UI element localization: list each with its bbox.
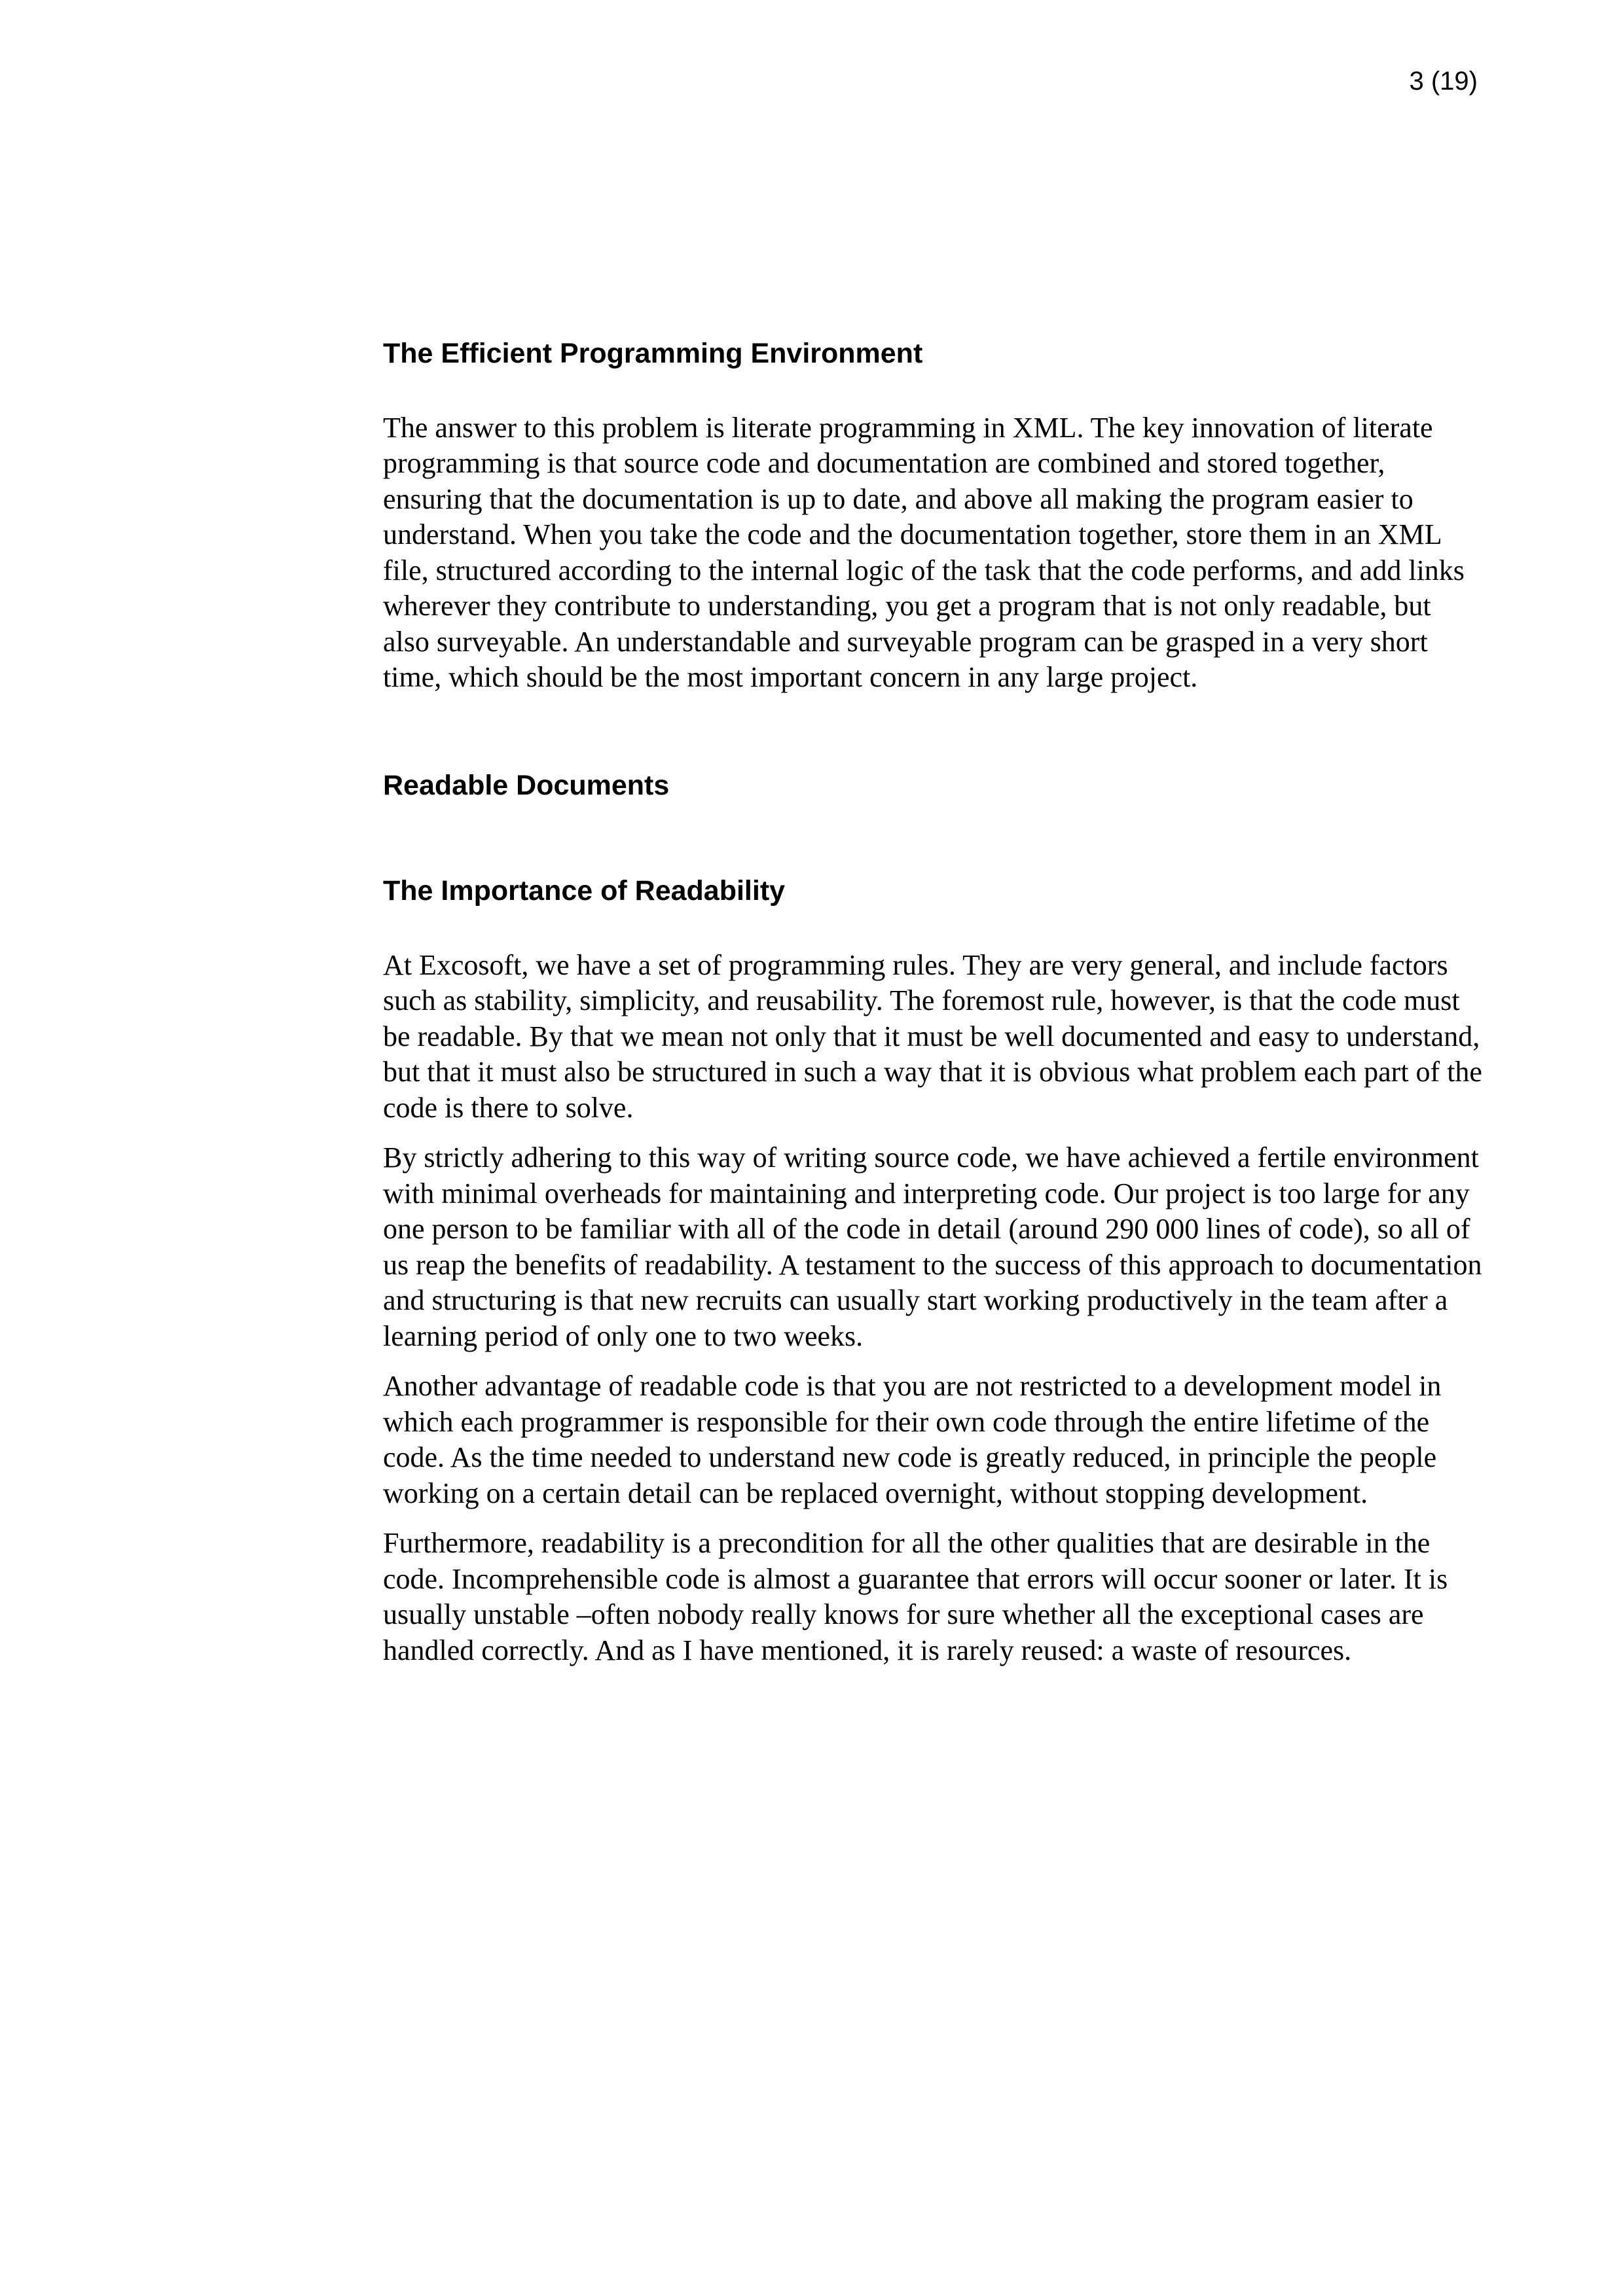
paragraph-development-model: Another advantage of readable code is that you are not restricted to a development model in which each programmer is responsible for their own code through the entire lifetime of the code. As the time needed to understand new code is greatly reduced, in principle the people working on a certain detail can be replaced overnight, without stopping development.: [383, 1370, 1442, 1509]
document-body: [383, 337, 1483, 1683]
paragraph-programming-rules: At Excosoft, we have a set of programming rules. They are very general, and include factors such as stability, simplicity, and reusability. The foremost rule, however, is that the code must be readable. By that we mean not only that it must be well documented and easy to understand, but that it must also be structured in such a way that it is obvious what problem each part of the code is there to solve.: [383, 948, 1482, 1124]
paragraph-fertile-environment: By strictly adhering to this way of writing source code, we have achieved a fertile environment with minimal overheads for maintaining and interpreting code. Our project is too large for any one person to be familiar with all of the code in detail (around 290 000 lines of code), so all of us reap the benefits of readability. A testament to the success of this approach to documentation and structuring is that new recruits can usually start working productively in the team after a learning period of only one to two weeks.: [383, 1141, 1482, 1352]
section-heading-efficient-programming-environment: The Efficient Programming Environment: [383, 338, 923, 369]
page-number: 3 (19): [1409, 67, 1478, 96]
section-heading-importance-of-readability: The Importance of Readability: [383, 875, 786, 907]
section-heading-readable-documents: Readable Documents: [383, 769, 670, 801]
paragraph-precondition: Furthermore, readability is a precondition for all the other qualities that are desirable in the code. Incomprehensible code is almost a guarantee that errors will occur sooner or later. It is usually unstable –often nobody really knows for sure whether all the exceptional cases are handled correctly. And as I have mentioned, it is rarely reused: a waste of resources.: [383, 1527, 1448, 1666]
paragraph-literate-programming: The answer to this problem is literate programming in XML. The key innovation of literate programming is that source code and documentation are combined and stored together, ensuring that the documentation is up to date, and above all making the program easier to understand. When you take the code and the documentation together, store them in an XML file, structured according to the internal logic of the task that the code performs, and add links wherever they contribute to understanding, you get a program that is not only readable, but also surveyable. An understandable and surveyable program can be grasped in a very short time, which should be the most important concern in any large project.: [383, 411, 1465, 694]
